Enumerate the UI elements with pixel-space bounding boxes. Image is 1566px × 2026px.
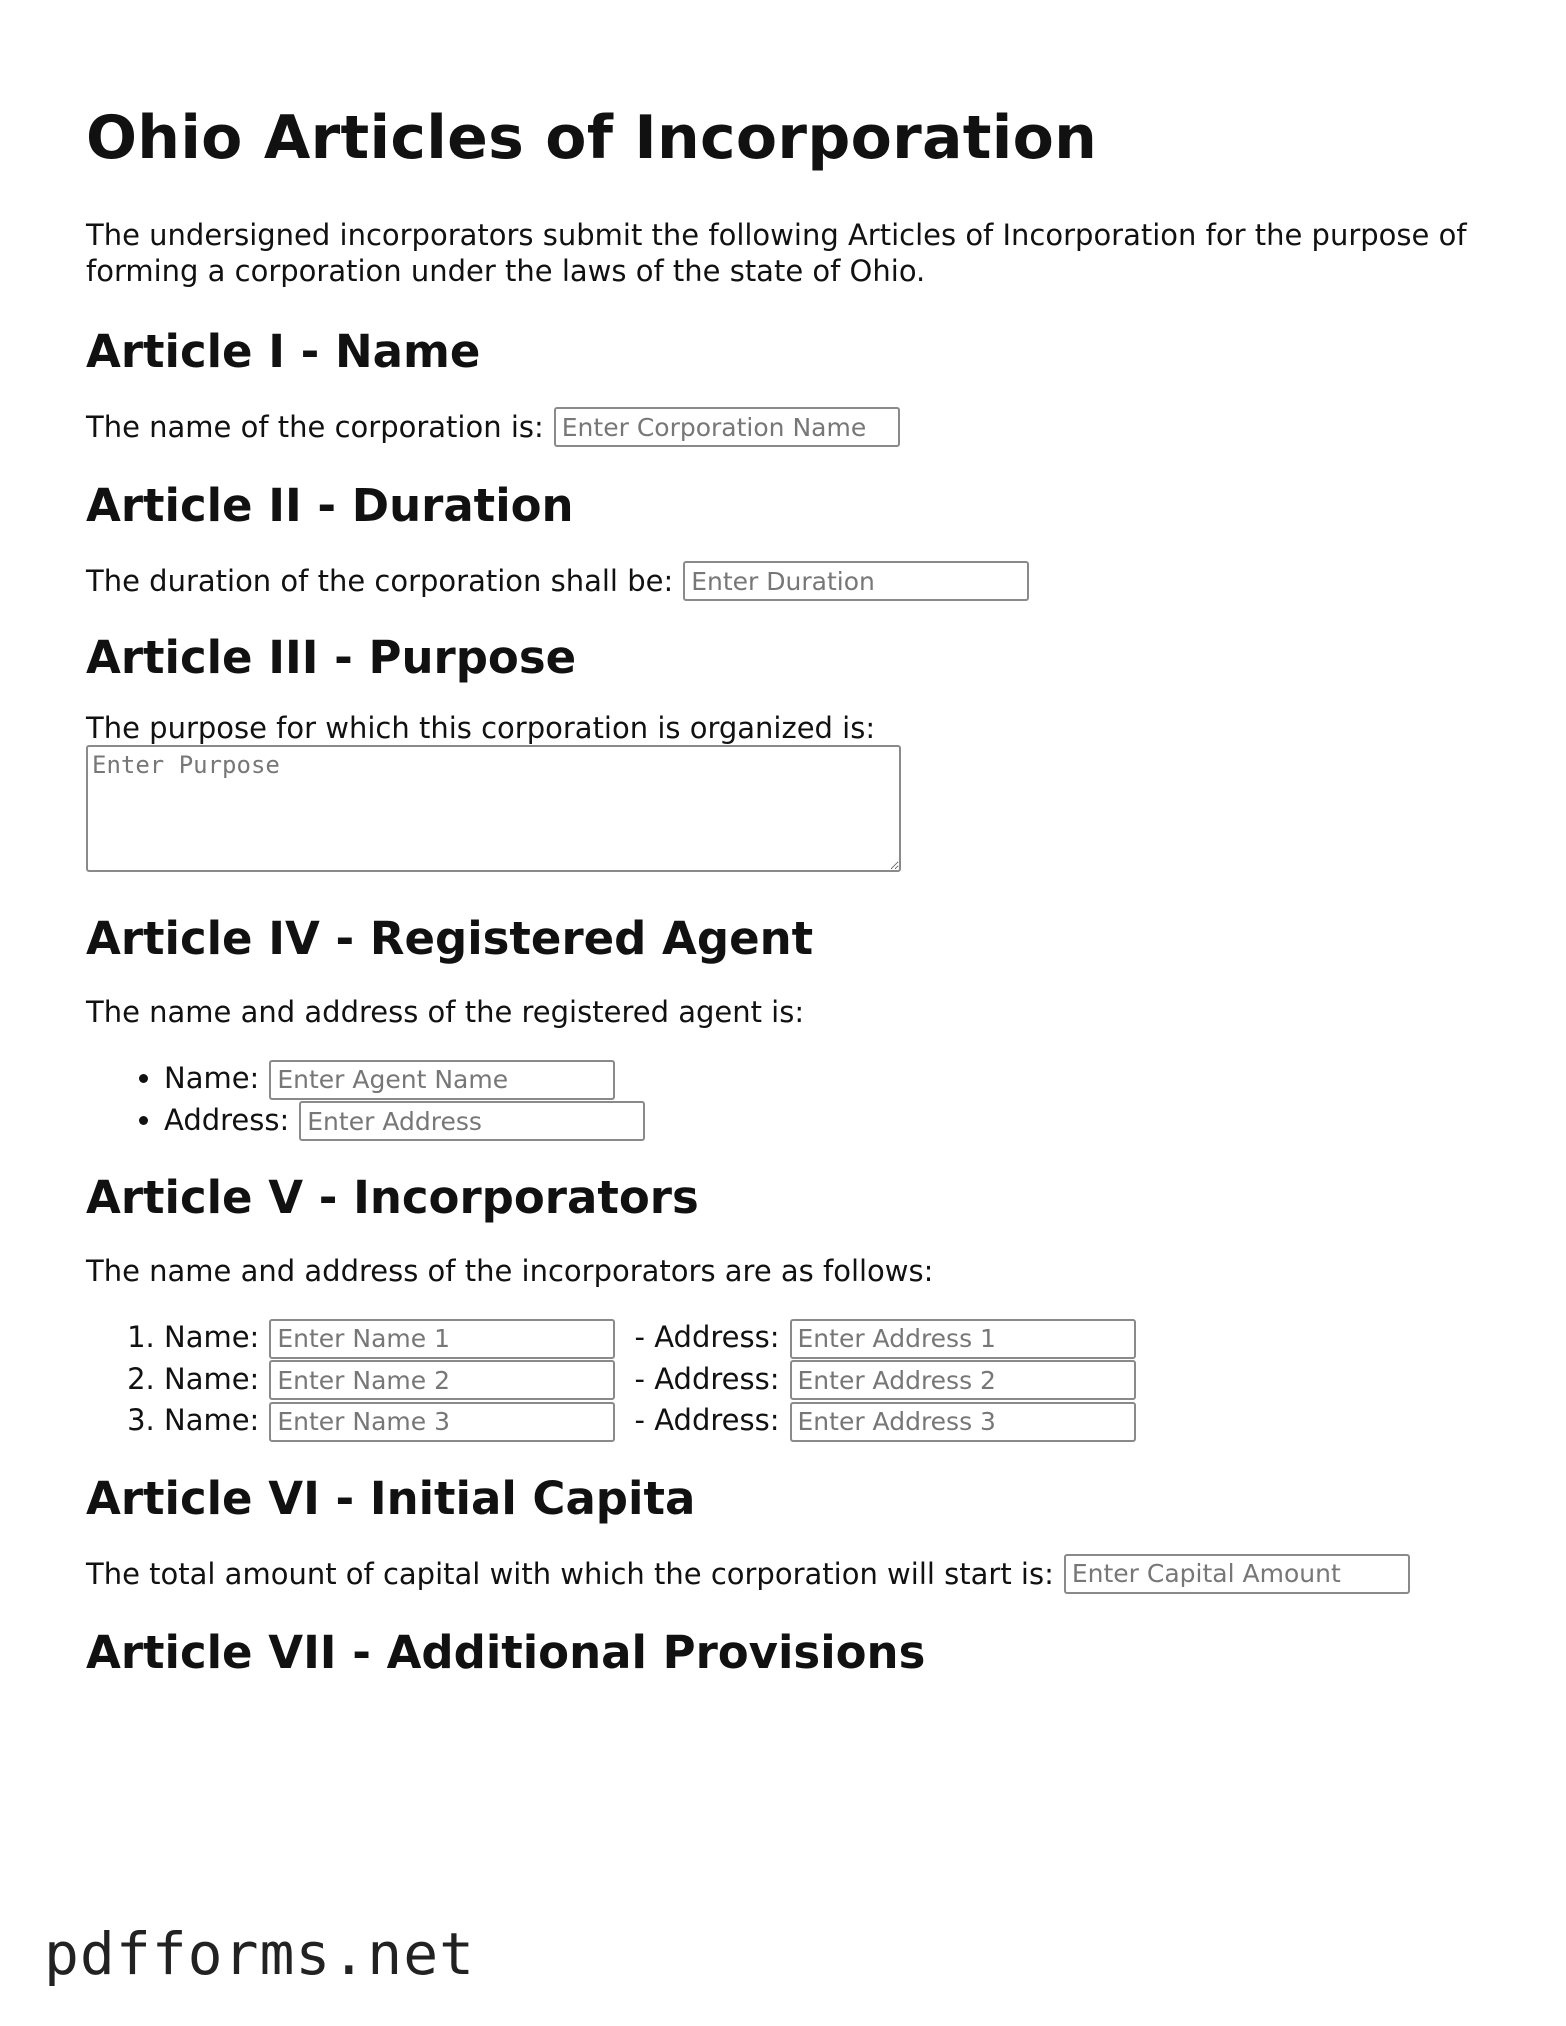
incorporator-name-input-1[interactable]	[269, 1319, 615, 1359]
article-5-heading: Article V - Incorporators	[86, 1171, 699, 1224]
agent-address-input[interactable]	[299, 1101, 645, 1141]
article-6-row	[86, 1554, 1486, 1594]
agent-name-label: Name:	[164, 1061, 260, 1095]
article-1-text: The name of the corporation is:	[86, 410, 544, 444]
incorporator-address-label: - Address:	[634, 1320, 780, 1354]
article-6-heading: Article VI - Initial Capita	[86, 1471, 696, 1525]
page-title: Ohio Articles of Incorporation	[86, 103, 1098, 173]
agent-name-input[interactable]	[269, 1060, 615, 1100]
registered-agent-list	[86, 1058, 1486, 1141]
incorporator-name-input-3[interactable]	[269, 1402, 615, 1442]
incorporator-address-label: - Address:	[634, 1403, 780, 1437]
list-item	[164, 1400, 1486, 1442]
list-item	[164, 1359, 1486, 1401]
article-6-text: The total amount of capital with which the corporation will start is:	[86, 1556, 1054, 1591]
intro-text: The undersigned incorporators submit the following Articles of Incorporation for the purpose of forming a corporation under the laws of the state of Ohio.	[86, 218, 1467, 288]
article-3-text: The purpose for which this corporation is organized is:	[86, 711, 876, 745]
list-item	[164, 1100, 1486, 1142]
purpose-textarea[interactable]	[86, 745, 901, 872]
article-2-text: The duration of the corporation shall be:	[86, 564, 674, 598]
article-2-heading: Article II - Duration	[86, 479, 574, 532]
watermark-text: pdfforms.net	[44, 1920, 476, 1988]
article-1-heading: Article I - Name	[86, 325, 481, 378]
agent-address-label: Address:	[164, 1102, 290, 1137]
article-2-row	[86, 561, 1486, 601]
list-item	[164, 1317, 1486, 1359]
article-7-heading: Article VII - Additional Provisions	[86, 1625, 926, 1679]
article-5-text: The name and address of the incorporators are as follows:	[86, 1254, 934, 1288]
duration-input[interactable]	[683, 561, 1029, 601]
capital-amount-input[interactable]	[1064, 1554, 1410, 1594]
article-1-row	[86, 407, 1486, 447]
incorporator-address-input-1[interactable]	[790, 1319, 1136, 1359]
incorporator-address-input-2[interactable]	[790, 1360, 1136, 1400]
incorporator-name-label: Name:	[164, 1320, 260, 1354]
incorporator-name-label: Name:	[164, 1361, 260, 1396]
corporation-name-input[interactable]	[554, 407, 900, 447]
form-page	[86, 104, 1486, 1680]
incorporator-name-label: Name:	[164, 1403, 260, 1437]
article-3-heading: Article III - Purpose	[86, 631, 577, 684]
incorporators-list	[86, 1317, 1486, 1442]
article-4-text: The name and address of the registered agent is:	[86, 995, 805, 1029]
incorporator-address-input-3[interactable]	[790, 1402, 1136, 1442]
incorporator-address-label: - Address:	[634, 1361, 780, 1396]
article-4-heading: Article IV - Registered Agent	[86, 912, 814, 965]
list-item	[164, 1058, 1486, 1100]
incorporator-name-input-2[interactable]	[269, 1360, 615, 1400]
